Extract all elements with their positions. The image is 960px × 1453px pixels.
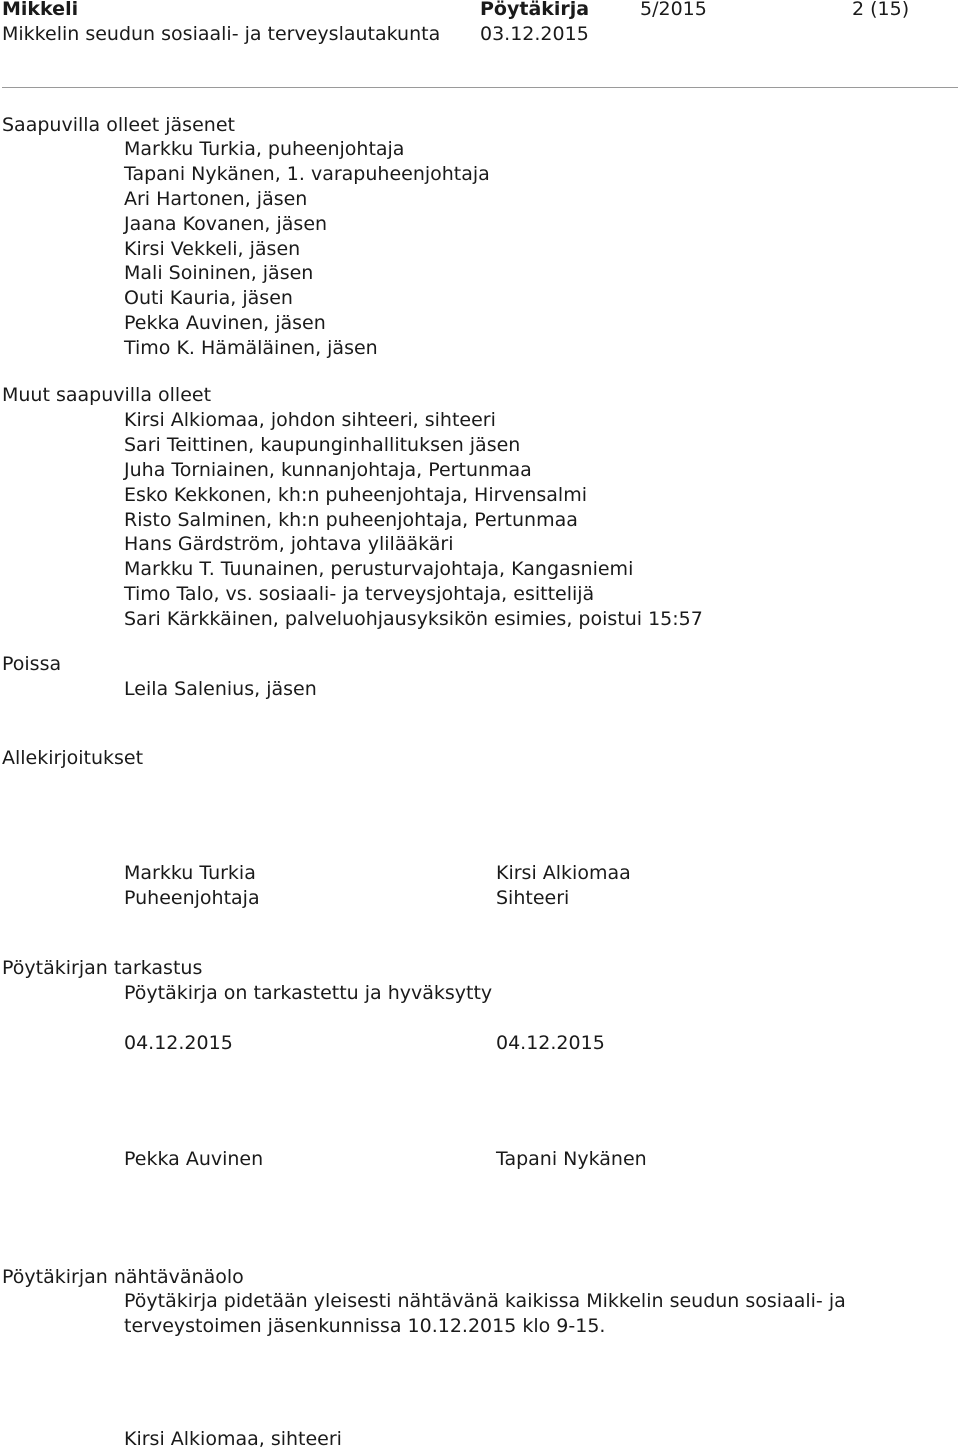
present-members-list	[124, 137, 490, 361]
others-present-list	[124, 408, 703, 632]
list-item: Timo Talo, vs. sosiaali- ja terveysjohtaja, esittelijä	[124, 583, 595, 606]
list-item: Markku T. Tuunainen, perusturvajohtaja, Kangasniemi	[124, 558, 634, 581]
list-item: Outi Kauria, jäsen	[124, 287, 293, 310]
absent-heading: Poissa	[2, 653, 62, 675]
list-item: Kirsi Vekkeli, jäsen	[124, 237, 301, 260]
list-item: Sari Teittinen, kaupunginhallituksen jäsen	[124, 433, 521, 456]
signatures-heading: Allekirjoitukset	[2, 747, 144, 769]
display-signer: Kirsi Alkiomaa, sihteeri	[124, 1428, 342, 1450]
list-item: Mali Soininen, jäsen	[124, 262, 314, 285]
list-item: Timo K. Hämäläinen, jäsen	[124, 337, 378, 360]
list-item: Risto Salminen, kh:n puheenjohtaja, Pertunmaa	[124, 508, 578, 531]
committee-name: Mikkelin seudun sosiaali- ja terveyslautakunta	[2, 23, 441, 45]
list-item: Juha Torniainen, kunnanjohtaja, Pertunmaa	[124, 458, 532, 481]
display-text-line1: Pöytäkirja pidetään yleisesti nähtävänä kaikissa Mikkelin seudun sosiaali- ja	[124, 1290, 846, 1312]
display-heading: Pöytäkirjan nähtävänäolo	[2, 1266, 244, 1288]
list-item: Pekka Auvinen, jäsen	[124, 312, 326, 335]
list-item: Sari Kärkkäinen, palveluohjausyksikön esimies, poistui 15:57	[124, 608, 703, 631]
page-number: 2 (15)	[852, 0, 910, 20]
review-text: Pöytäkirja on tarkastettu ja hyväksytty	[124, 982, 493, 1004]
others-present-heading: Muut saapuvilla olleet	[2, 384, 212, 406]
reviewer-name-right: Tapani Nykänen	[496, 1148, 647, 1170]
header-divider	[2, 87, 958, 88]
present-members-heading: Saapuvilla olleet jäsenet	[2, 114, 235, 136]
meeting-date: 03.12.2015	[480, 23, 589, 45]
list-item: Tapani Nykänen, 1. varapuheenjohtaja	[124, 162, 490, 185]
doc-number: 5/2015	[640, 0, 707, 20]
secretary-title: Sihteeri	[496, 887, 570, 909]
secretary-name: Kirsi Alkiomaa	[496, 862, 631, 884]
list-item: Kirsi Alkiomaa, johdon sihteeri, sihteeri	[124, 409, 496, 431]
review-date-left: 04.12.2015	[124, 1032, 233, 1054]
doc-type: Pöytäkirja	[480, 0, 590, 20]
display-text-line2: terveystoimen jäsenkunnissa 10.12.2015 klo 9-15.	[124, 1315, 606, 1337]
chair-name: Markku Turkia	[124, 862, 256, 884]
chair-title: Puheenjohtaja	[124, 887, 260, 909]
review-date-right: 04.12.2015	[496, 1032, 605, 1054]
list-item: Hans Gärdström, johtava ylilääkäri	[124, 533, 454, 556]
list-item: Leila Salenius, jäsen	[124, 678, 317, 700]
list-item: Ari Hartonen, jäsen	[124, 187, 308, 210]
list-item: Esko Kekkonen, kh:n puheenjohtaja, Hirvensalmi	[124, 483, 587, 506]
review-heading: Pöytäkirjan tarkastus	[2, 957, 203, 979]
org-name: Mikkeli	[2, 0, 79, 20]
reviewer-name-left: Pekka Auvinen	[124, 1148, 264, 1170]
list-item: Markku Turkia, puheenjohtaja	[124, 138, 405, 160]
list-item: Jaana Kovanen, jäsen	[124, 212, 328, 235]
